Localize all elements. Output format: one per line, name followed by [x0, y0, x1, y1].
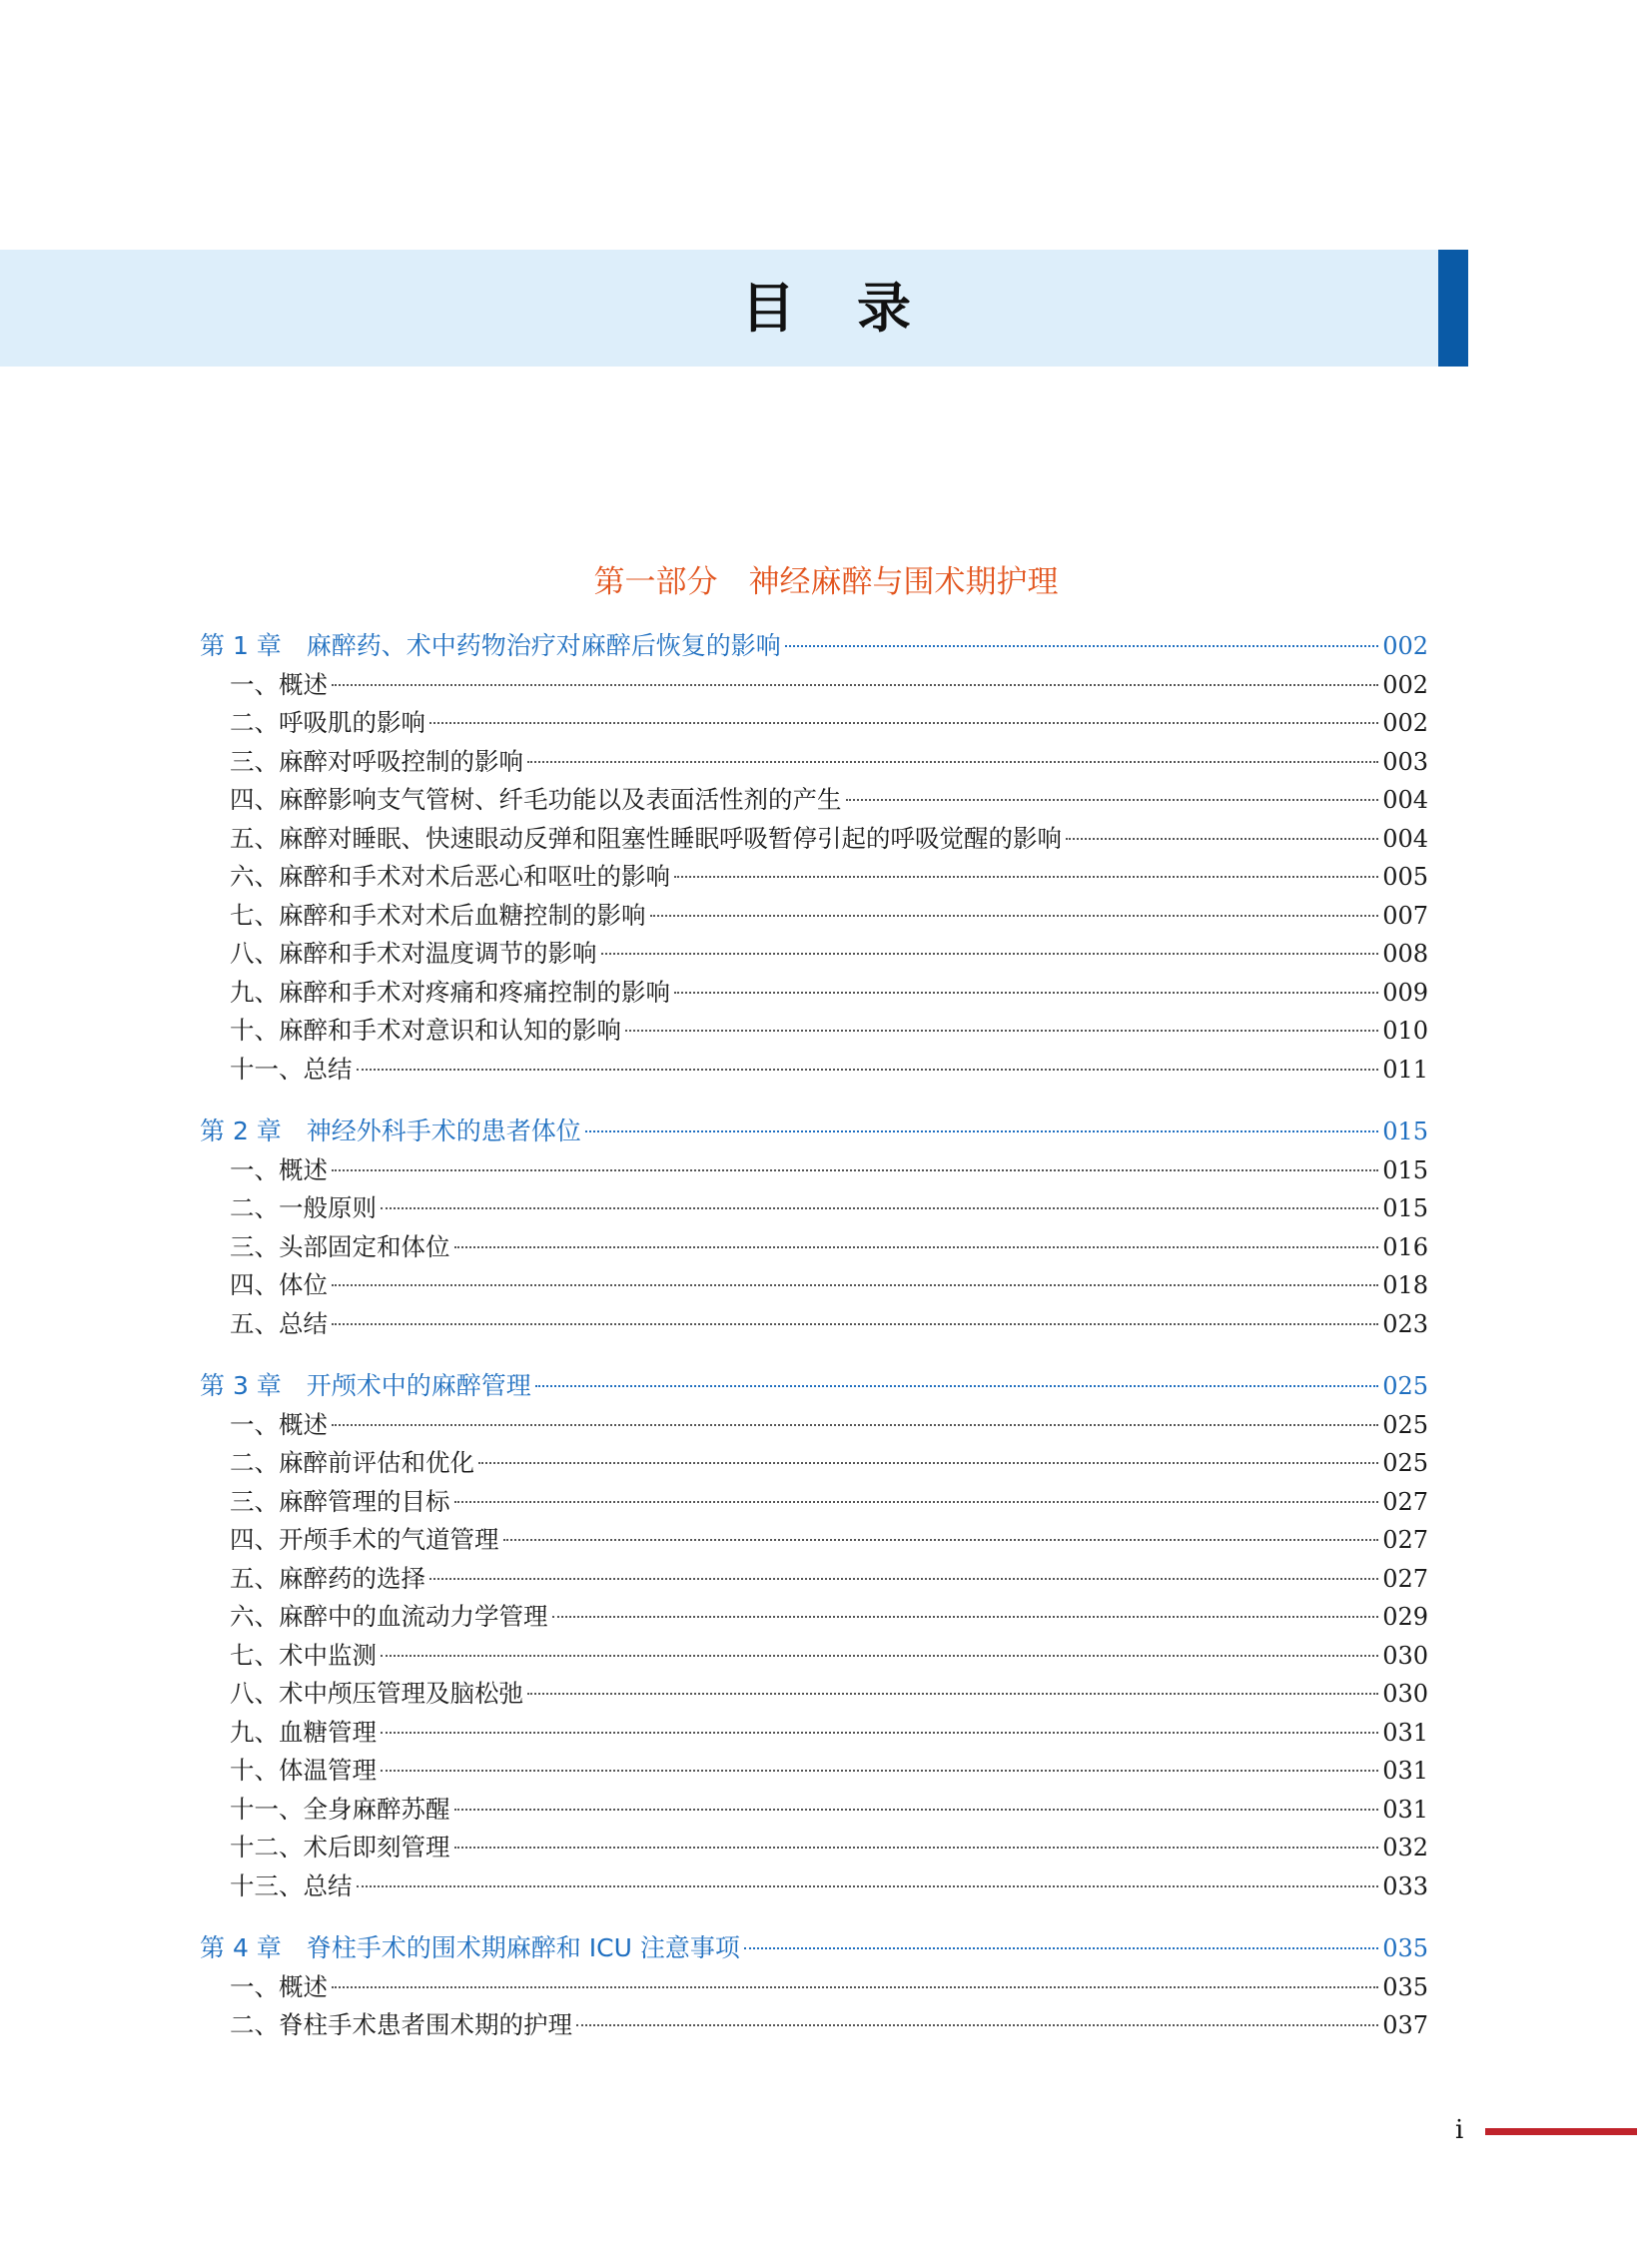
dot-leader: [381, 1207, 1378, 1209]
section-entry[interactable]: [200, 1266, 1428, 1305]
section-entry-page-number: 032: [1382, 1834, 1428, 1862]
chapter-entry[interactable]: [200, 1929, 1428, 1968]
section-entry[interactable]: [200, 1560, 1428, 1599]
section-entry-page-number: 027: [1382, 1487, 1428, 1516]
section-entry-page-number: 031: [1382, 1795, 1428, 1824]
section-entry-label: 十、体温管理: [230, 1756, 377, 1785]
section-entry-label: 一、概述: [230, 1971, 328, 2001]
dot-leader: [357, 1885, 1379, 1887]
chapter-entry[interactable]: [200, 1113, 1428, 1151]
section-entry[interactable]: [200, 935, 1428, 974]
section-entry-page-number: 005: [1382, 863, 1428, 891]
section-entry[interactable]: [200, 1637, 1428, 1676]
page-number: i: [1455, 2115, 1464, 2145]
section-entry[interactable]: [200, 858, 1428, 897]
section-entry[interactable]: [200, 974, 1428, 1013]
section-entry-page-number: 027: [1382, 1564, 1428, 1593]
dot-leader: [527, 761, 1378, 763]
section-entry-page-number: 023: [1382, 1309, 1428, 1338]
section-entry-page-number: 008: [1382, 940, 1428, 968]
section-entry-page-number: 031: [1382, 1718, 1428, 1747]
section-entry-label: 十一、总结: [230, 1054, 353, 1084]
section-entry[interactable]: [200, 1444, 1428, 1483]
dot-leader: [332, 1169, 1378, 1171]
section-entry-page-number: 003: [1382, 747, 1428, 776]
chapter-block: [200, 1367, 1428, 1905]
section-entry-label: 二、呼吸肌的影响: [230, 708, 425, 737]
chapter-entry-page-number: 025: [1382, 1372, 1428, 1400]
dot-leader: [744, 1947, 1378, 1949]
dot-leader: [625, 1030, 1378, 1032]
section-entry-label: 八、麻醉和手术对温度调节的影响: [230, 939, 597, 968]
chapter-entry-page-number: 015: [1382, 1118, 1428, 1145]
section-entry[interactable]: [200, 1305, 1428, 1344]
chapter-entry-label: 第 3 章 开颅术中的麻醉管理: [200, 1371, 531, 1400]
section-entry-label: 五、总结: [230, 1308, 328, 1338]
section-entry-page-number: 035: [1382, 1972, 1428, 2001]
section-entry[interactable]: [200, 1868, 1428, 1906]
section-entry-label: 二、一般原则: [230, 1193, 377, 1222]
section-entry-label: 一、概述: [230, 1154, 328, 1184]
section-entry[interactable]: [200, 897, 1428, 936]
chapter-block: [200, 1113, 1428, 1343]
section-entry-label: 二、脊柱手术患者围术期的护理: [230, 2010, 572, 2039]
section-entry[interactable]: [200, 781, 1428, 820]
section-entry-label: 十二、术后即刻管理: [230, 1833, 450, 1862]
section-entry-label: 四、开颅手术的气道管理: [230, 1525, 499, 1554]
chapter-entry[interactable]: [200, 627, 1428, 666]
section-entry[interactable]: [200, 743, 1428, 782]
dot-leader: [601, 953, 1379, 955]
section-entry-page-number: 002: [1382, 709, 1428, 737]
section-entry-label: 十、麻醉和手术对意识和认知的影响: [230, 1016, 621, 1045]
section-entry[interactable]: [200, 2006, 1428, 2045]
section-entry[interactable]: [200, 1598, 1428, 1637]
section-entry-label: 七、麻醉和手术对术后血糖控制的影响: [230, 900, 646, 930]
dot-leader: [429, 1578, 1378, 1580]
dot-leader: [454, 1809, 1379, 1811]
dot-leader: [454, 1847, 1379, 1849]
section-entry[interactable]: [200, 1714, 1428, 1753]
section-entry-page-number: 033: [1382, 1871, 1428, 1900]
section-entry[interactable]: [200, 1151, 1428, 1190]
section-entry-label: 一、概述: [230, 669, 328, 699]
page-title: 目录: [741, 277, 973, 340]
dot-leader: [429, 722, 1378, 724]
part-title: 第一部分 神经麻醉与围术期护理: [593, 564, 1059, 600]
section-entry-page-number: 030: [1382, 1641, 1428, 1670]
section-entry-label: 九、血糖管理: [230, 1717, 377, 1747]
dot-leader: [585, 1130, 1378, 1132]
dot-leader: [478, 1462, 1378, 1464]
chapter-entry-page-number: 002: [1382, 632, 1428, 660]
section-entry-label: 二、麻醉前评估和优化: [230, 1448, 474, 1477]
dot-leader: [332, 1424, 1378, 1426]
dot-leader: [650, 915, 1379, 917]
section-entry-label: 三、麻醉管理的目标: [230, 1486, 450, 1516]
dot-leader: [552, 1616, 1379, 1618]
dot-leader: [454, 1501, 1379, 1503]
chapter-entry-label: 第 2 章 神经外科手术的患者体位: [200, 1117, 581, 1145]
section-entry-label: 六、麻醉中的血流动力学管理: [230, 1602, 548, 1631]
section-entry[interactable]: [200, 1483, 1428, 1522]
section-entry-page-number: 009: [1382, 978, 1428, 1007]
section-entry-page-number: 010: [1382, 1017, 1428, 1045]
chapter-entry[interactable]: [200, 1367, 1428, 1406]
section-entry[interactable]: [200, 1968, 1428, 2007]
chapter-entry-label: 第 1 章 麻醉药、术中药物治疗对麻醉后恢复的影响: [200, 631, 781, 660]
chapter-block: [200, 1929, 1428, 2045]
section-entry[interactable]: [200, 1228, 1428, 1267]
section-entry-label: 三、头部固定和体位: [230, 1231, 450, 1261]
dot-leader: [576, 2024, 1378, 2026]
section-entry-label: 五、麻醉药的选择: [230, 1563, 425, 1593]
section-entry[interactable]: [200, 1189, 1428, 1228]
dot-leader: [674, 876, 1378, 878]
section-entry-label: 一、概述: [230, 1409, 328, 1439]
section-entry-page-number: 025: [1382, 1410, 1428, 1439]
section-entry[interactable]: [200, 1791, 1428, 1830]
dot-leader: [357, 1069, 1379, 1071]
section-entry-page-number: 027: [1382, 1526, 1428, 1554]
dot-leader: [381, 1770, 1378, 1772]
section-entry-label: 五、麻醉对睡眠、快速眼动反弹和阻塞性睡眠呼吸暂停引起的呼吸觉醒的影响: [230, 823, 1062, 853]
section-entry[interactable]: [200, 666, 1428, 705]
dot-leader: [381, 1732, 1378, 1734]
dot-leader: [332, 1284, 1378, 1286]
section-entry-page-number: 025: [1382, 1449, 1428, 1477]
dot-leader: [527, 1693, 1378, 1695]
section-entry-page-number: 037: [1382, 2011, 1428, 2039]
section-entry-page-number: 016: [1382, 1232, 1428, 1261]
section-entry[interactable]: [200, 704, 1428, 743]
dot-leader: [332, 1323, 1378, 1325]
section-entry[interactable]: [200, 1012, 1428, 1051]
chapter-block: [200, 627, 1428, 1089]
dot-leader: [381, 1655, 1378, 1657]
dot-leader: [674, 992, 1378, 994]
section-entry-page-number: 030: [1382, 1680, 1428, 1708]
section-entry[interactable]: [200, 1829, 1428, 1868]
footer-accent-bar: [1485, 2128, 1637, 2135]
section-entry-label: 七、术中监测: [230, 1640, 377, 1670]
dot-leader: [1066, 838, 1378, 840]
section-entry-page-number: 031: [1382, 1757, 1428, 1785]
section-entry-page-number: 002: [1382, 670, 1428, 699]
section-entry-page-number: 011: [1382, 1055, 1428, 1084]
dot-leader: [785, 645, 1378, 647]
section-entry-page-number: 015: [1382, 1194, 1428, 1222]
section-entry[interactable]: [200, 1675, 1428, 1714]
section-entry-label: 九、麻醉和手术对疼痛和疼痛控制的影响: [230, 977, 670, 1007]
chapter-entry-page-number: 035: [1382, 1934, 1428, 1962]
dot-leader: [503, 1539, 1379, 1541]
section-entry-label: 十一、全身麻醉苏醒: [230, 1794, 450, 1824]
table-of-contents: [200, 627, 1428, 2069]
section-entry[interactable]: [200, 820, 1428, 859]
section-entry-page-number: 007: [1382, 901, 1428, 930]
dot-leader: [454, 1246, 1379, 1248]
dot-leader: [332, 1986, 1378, 1988]
dot-leader: [846, 799, 1379, 801]
chapter-entry-label: 第 4 章 脊柱手术的围术期麻醉和 ICU 注意事项: [200, 1933, 740, 1962]
dot-leader: [332, 684, 1378, 686]
section-entry-label: 四、麻醉影响支气管树、纤毛功能以及表面活性剂的产生: [230, 785, 842, 814]
section-entry[interactable]: [200, 1521, 1428, 1560]
section-entry-label: 八、术中颅压管理及脑松弛: [230, 1679, 523, 1708]
section-entry-page-number: 018: [1382, 1271, 1428, 1299]
section-entry-label: 六、麻醉和手术对术后恶心和呕吐的影响: [230, 862, 670, 891]
dot-leader: [535, 1385, 1378, 1387]
section-entry-page-number: 015: [1382, 1155, 1428, 1184]
section-entry-page-number: 004: [1382, 786, 1428, 814]
section-entry[interactable]: [200, 1051, 1428, 1090]
section-entry-label: 十三、总结: [230, 1870, 353, 1900]
section-entry-label: 四、体位: [230, 1270, 328, 1299]
section-entry-page-number: 029: [1382, 1603, 1428, 1631]
section-entry[interactable]: [200, 1406, 1428, 1445]
section-entry-label: 三、麻醉对呼吸控制的影响: [230, 746, 523, 776]
section-entry[interactable]: [200, 1752, 1428, 1791]
section-entry-page-number: 004: [1382, 824, 1428, 853]
